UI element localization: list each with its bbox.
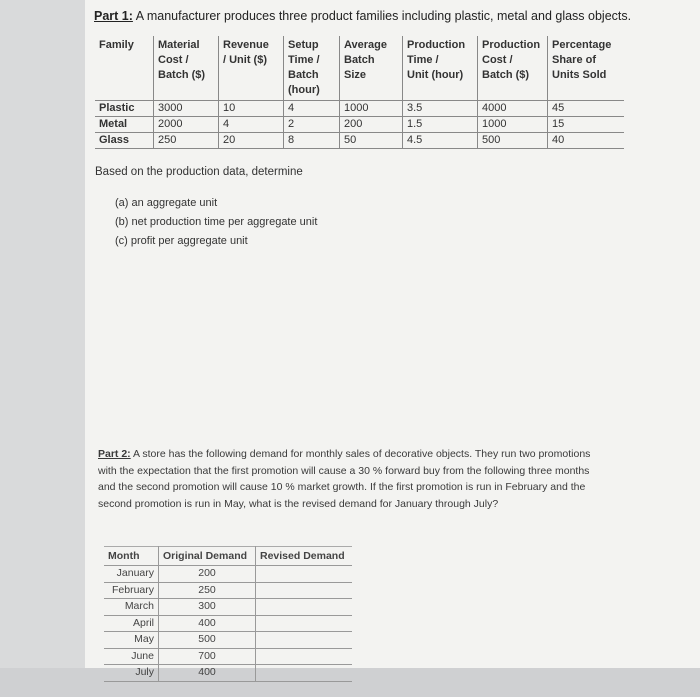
part2-text: A store has the following demand for monthly sales of decorative objects. They run two promotions with the expectation that the first promotion will cause a 30 % forward buy from the following three months and the second promotion will cause 10 % market growth. If the first promotion is run in February and the second promotion is run in May, what is the revised demand for January through July? [98, 448, 591, 510]
cell-month: February [104, 582, 159, 599]
cell: 8 [284, 133, 340, 149]
header-batch-size: Average Batch Size [340, 36, 403, 101]
cell: 3000 [154, 101, 219, 117]
cell-month: May [104, 632, 159, 649]
cell: 1.5 [403, 117, 478, 133]
cell: 1000 [478, 117, 548, 133]
table-row [104, 566, 352, 583]
cell-revised [256, 566, 353, 583]
production-data-table [95, 36, 624, 149]
part1-prompt: Based on the production data, determine [95, 166, 303, 178]
cell: 20 [219, 133, 284, 149]
part1-label: Part 1: [94, 9, 133, 23]
cell-revised [256, 632, 353, 649]
part2-label: Part 2: [98, 448, 131, 460]
table-row [104, 599, 352, 616]
cell: 4000 [478, 101, 548, 117]
cell: 15 [548, 117, 625, 133]
cell-original: 700 [159, 648, 256, 665]
header-revised-demand: Revised Demand [256, 547, 353, 566]
cell: 10 [219, 101, 284, 117]
cell: 50 [340, 133, 403, 149]
cell-original: 250 [159, 582, 256, 599]
cell: 250 [154, 133, 219, 149]
cell-family: Plastic [95, 101, 154, 117]
cell-revised [256, 648, 353, 665]
table-row [95, 133, 624, 149]
cell-revised [256, 665, 353, 682]
cell: 40 [548, 133, 625, 149]
header-percentage-share: Percentage Share of Units Sold [548, 36, 625, 101]
header-revenue: Revenue / Unit ($) [219, 36, 284, 101]
cell-original: 400 [159, 615, 256, 632]
cell: 45 [548, 101, 625, 117]
cell-month: June [104, 648, 159, 665]
cell-original: 200 [159, 566, 256, 583]
cell: 4 [219, 117, 284, 133]
cell: 4 [284, 101, 340, 117]
cell: 1000 [340, 101, 403, 117]
cell-month: January [104, 566, 159, 583]
cell: 3.5 [403, 101, 478, 117]
cell-family: Metal [95, 117, 154, 133]
cell-revised [256, 615, 353, 632]
cell: 500 [478, 133, 548, 149]
cell-month: July [104, 665, 159, 682]
table-row [104, 632, 352, 649]
part1-intro: A manufacturer produces three product families including plastic, metal and glass objects. [135, 9, 632, 23]
header-setup-time: Setup Time / Batch (hour) [284, 36, 340, 101]
part1-heading [94, 9, 631, 23]
question-a: (a) an aggregate unit [115, 197, 218, 209]
cell: 4.5 [403, 133, 478, 149]
table-row [104, 582, 352, 599]
cell-revised [256, 582, 353, 599]
table-row [104, 648, 352, 665]
question-b: (b) net production time per aggregate unit [115, 216, 318, 228]
table-header-row [95, 36, 624, 101]
demand-table [104, 546, 352, 682]
cell: 2000 [154, 117, 219, 133]
header-production-cost: Production Cost / Batch ($) [478, 36, 548, 101]
table-row [104, 665, 352, 682]
cell-original: 500 [159, 632, 256, 649]
cell-month: April [104, 615, 159, 632]
table-row [95, 117, 624, 133]
cell-family: Glass [95, 133, 154, 149]
header-family: Family [95, 36, 154, 101]
cell-month: March [104, 599, 159, 616]
header-original-demand: Original Demand [159, 547, 256, 566]
table-header-row [104, 547, 352, 566]
cell-original: 400 [159, 665, 256, 682]
header-production-time: Production Time / Unit (hour) [403, 36, 478, 101]
table-row [95, 101, 624, 117]
cell-original: 300 [159, 599, 256, 616]
question-c: (c) profit per aggregate unit [115, 235, 248, 247]
question-list [115, 194, 317, 251]
table-row [104, 615, 352, 632]
cell: 200 [340, 117, 403, 133]
cell: 2 [284, 117, 340, 133]
header-month: Month [104, 547, 159, 566]
cell-revised [256, 599, 353, 616]
header-material-cost: Material Cost / Batch ($) [154, 36, 219, 101]
part2-paragraph [98, 446, 603, 512]
